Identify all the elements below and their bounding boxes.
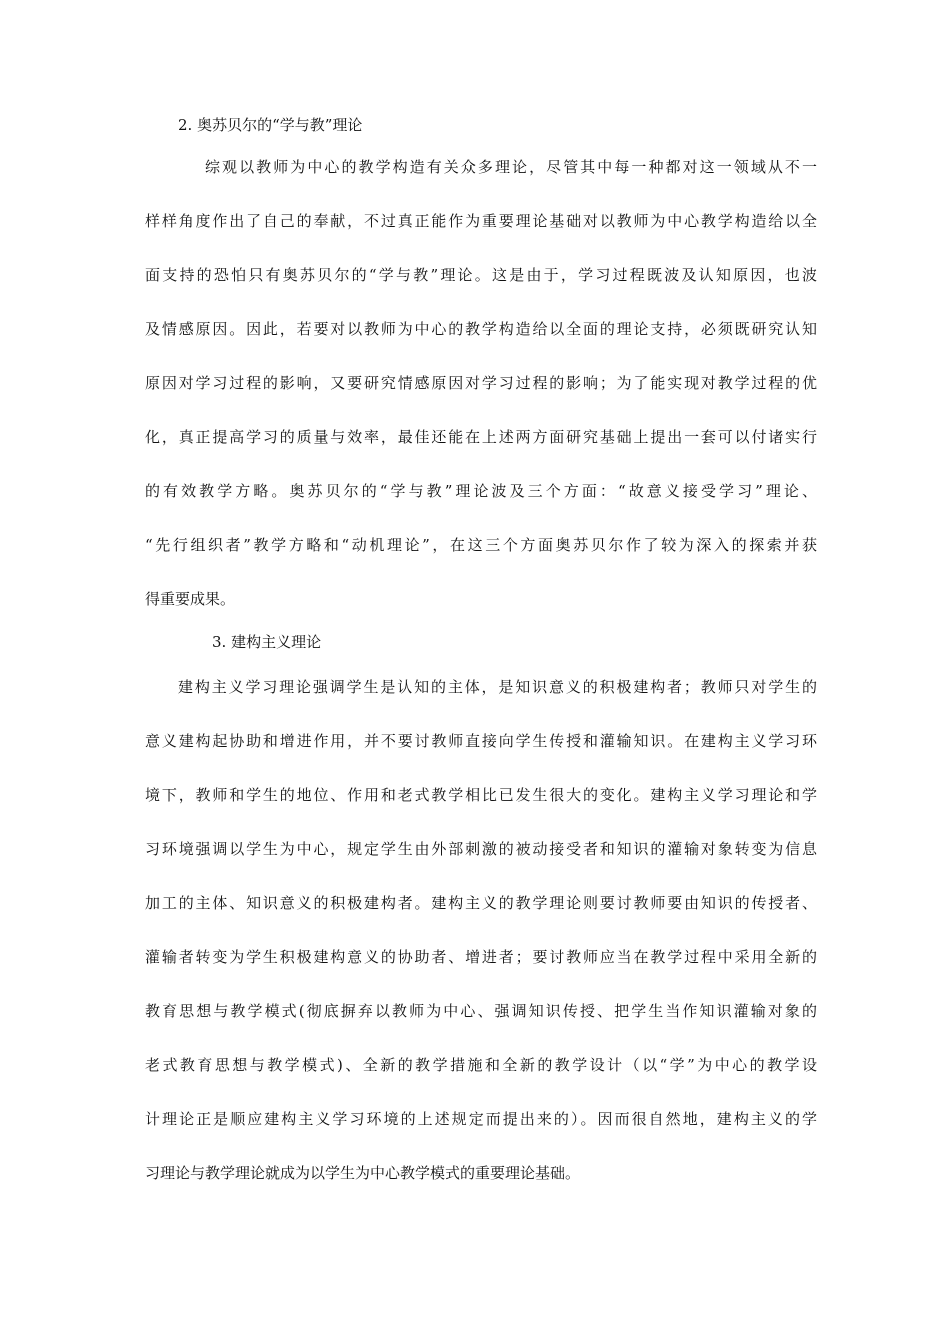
section-3-heading: 3. 建构主义理论 <box>212 633 322 651</box>
section-3-line-1: 建构主义学习理论强调学生是认知的主体，是知识意义的积极建构者；教师只对学生的 <box>178 678 817 696</box>
section-3-line-2: 意义建构起协助和增进作用，并不要讨教师直接向学生传授和灌输知识。在建构主义学习环 <box>145 732 817 750</box>
section-3-line-5: 加工的主体、知识意义的积极建构者。建构主义的教学理论则要讨教师要由知识的传授者、 <box>145 894 817 912</box>
section-3-line-8: 老式教育思想与教学模式)、全新的教学措施和全新的教学设计（以“学”为中心的教学设 <box>145 1056 817 1074</box>
section-2-line-4: 及情感原因。因此，若要对以教师为中心的教学构造给以全面的理论支持，必须既研究认知 <box>145 320 817 338</box>
section-3-line-3: 境下，教师和学生的地位、作用和老式教学相比已发生很大的变化。建构主义学习理论和学 <box>145 786 817 804</box>
section-2-line-7: 的有效教学方略。奥苏贝尔的“学与教”理论波及三个方面：“故意义接受学习”理论、 <box>145 482 817 500</box>
section-2-line-2: 样样角度作出了自己的奉献，不过真正能作为重要理论基础对以教师为中心教学构造给以全 <box>145 212 817 230</box>
section-3-line-10: 习理论与教学理论就成为以学生为中心教学模式的重要理论基础。 <box>145 1164 581 1182</box>
section-2-line-9: 得重要成果。 <box>145 590 236 608</box>
section-3-line-6: 灌输者转变为学生积极建构意义的协助者、增进者；要讨教师应当在教学过程中采用全新的 <box>145 948 817 966</box>
section-3-line-7: 教育思想与教学模式(彻底摒弃以教师为中心、强调知识传授、把学生当作知识灌输对象的 <box>145 1002 817 1020</box>
section-2-line-6: 化，真正提高学习的质量与效率，最佳还能在上述两方面研究基础上提出一套可以付诸实行 <box>145 428 817 446</box>
section-2-heading: 2. 奥苏贝尔的“学与教”理论 <box>178 116 363 134</box>
section-3-line-4: 习环境强调以学生为中心，规定学生由外部刺激的被动接受者和知识的灌输对象转变为信息 <box>145 840 817 858</box>
section-2-line-5: 原因对学习过程的影响，又要研究情感原因对学习过程的影响；为了能实现对教学过程的优 <box>145 374 817 392</box>
section-2-line-8: “先行组织者”教学方略和“动机理论”，在这三个方面奥苏贝尔作了较为深入的探索并获 <box>145 536 817 554</box>
section-2-line-3: 面支持的恐怕只有奥苏贝尔的“学与教”理论。这是由于，学习过程既波及认知原因，也波 <box>145 266 817 284</box>
section-2-line-1: 综观以教师为中心的教学构造有关众多理论，尽管其中每一种都对这一领域从不一 <box>205 158 817 176</box>
section-3-line-9: 计理论正是顺应建构主义学习环境的上述规定而提出来的）。因而很自然地，建构主义的学 <box>145 1110 817 1128</box>
